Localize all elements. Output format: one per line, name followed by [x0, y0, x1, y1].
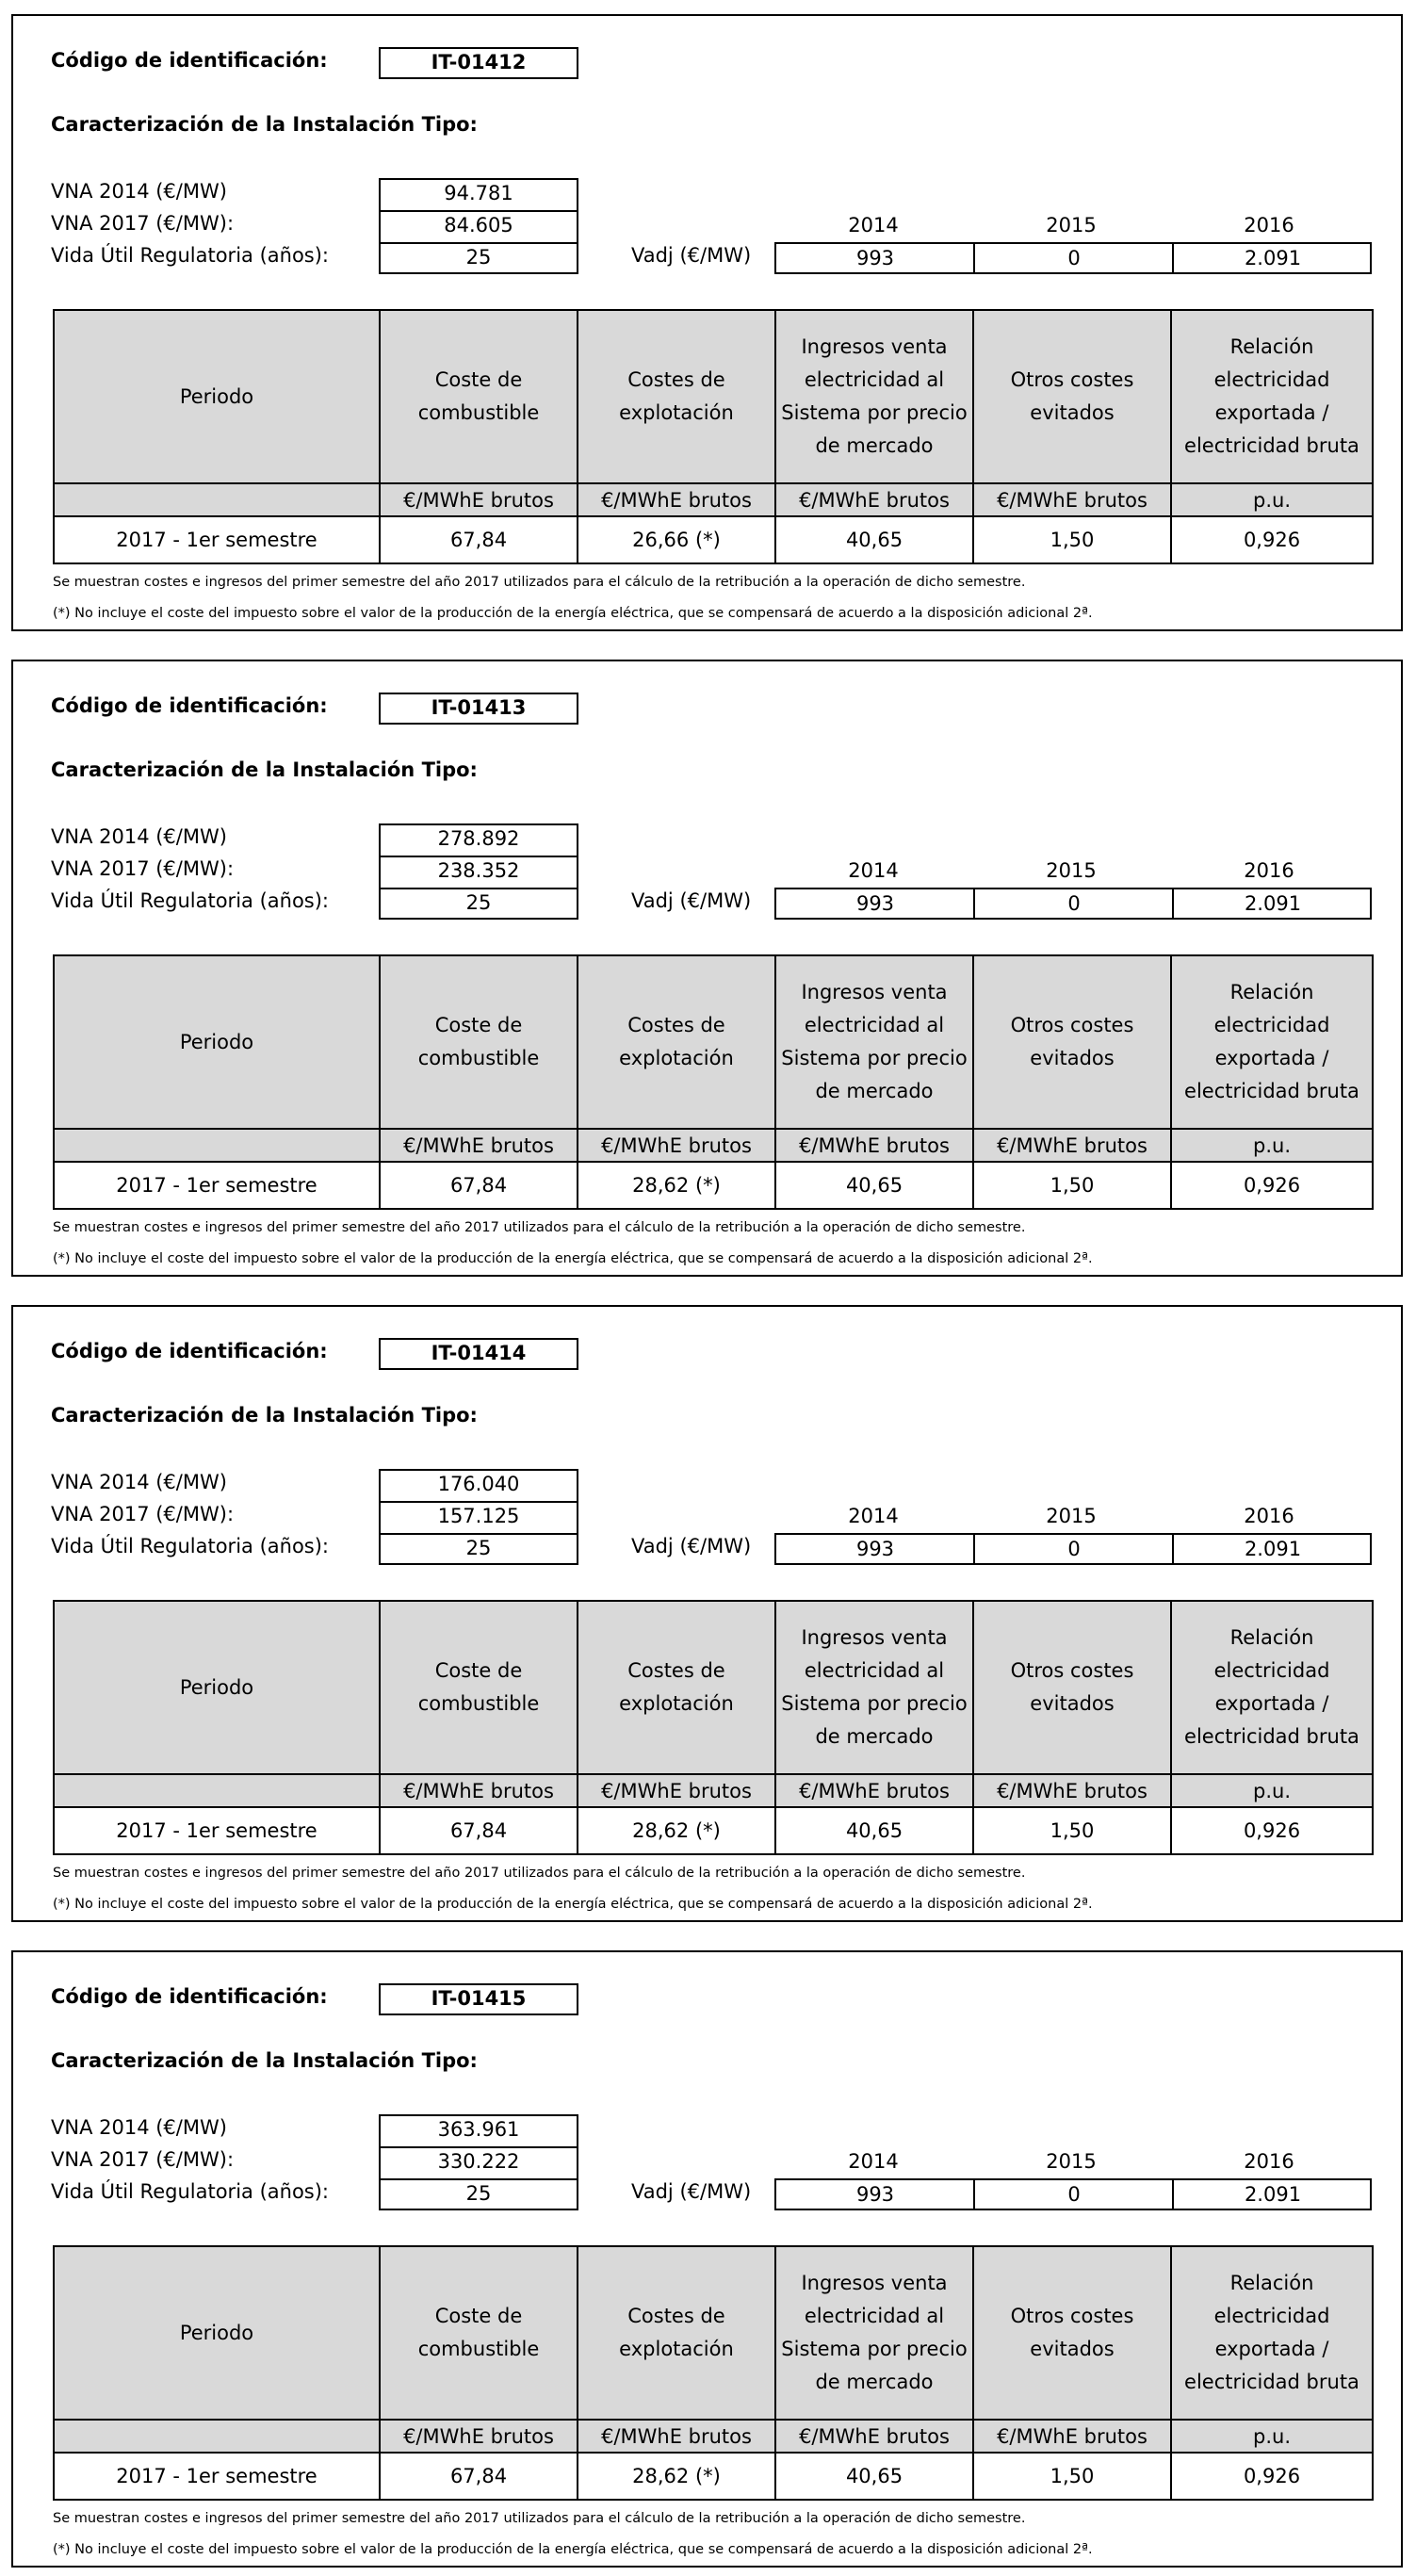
vna2017-label: VNA 2017 (€/MW): — [51, 212, 235, 235]
vna2014-value: 176.040 — [379, 1469, 578, 1501]
relacion-electricidad-value: 0,926 — [1171, 1162, 1373, 1209]
table-units-row — [54, 2420, 1373, 2453]
relacion-electricidad-value: 0,926 — [1171, 1807, 1373, 1854]
unit-cell — [54, 2420, 380, 2453]
unit-cell: p.u. — [1171, 483, 1373, 516]
vadj-row — [774, 888, 1372, 920]
vadj-2014-value: 993 — [855, 892, 895, 915]
header-periodo: Periodo — [54, 955, 380, 1129]
vadj-2014-value: 993 — [855, 247, 895, 269]
table-header-row — [54, 310, 1373, 483]
year-2016-label: 2016 — [1244, 2150, 1294, 2173]
header-periodo: Periodo — [54, 1601, 380, 1774]
vadj-2016-value: 2.091 — [1244, 247, 1302, 269]
ingresos-venta-value: 40,65 — [775, 2453, 973, 2500]
code-value: IT-01413 — [379, 693, 578, 725]
table-row — [54, 1162, 1373, 1209]
vida-util-label: Vida Útil Regulatoria (años): — [51, 244, 329, 267]
note-tax: (*) No incluye el coste del impuesto sobre el valor de la producción de la energía eléctrica, que se compensará de acuerdo a la disposición adicional 2ª. — [53, 2542, 1093, 2557]
table-units-row — [54, 483, 1373, 516]
unit-cell: p.u. — [1171, 1129, 1373, 1162]
vadj-2015-value: 0 — [1067, 2183, 1081, 2206]
code-value: IT-01412 — [379, 47, 578, 79]
header-coste-combustible: Coste de combustible — [380, 1601, 578, 1774]
vadj-row — [774, 1533, 1372, 1565]
unit-cell — [54, 483, 380, 516]
periodo-value: 2017 - 1er semestre — [54, 2453, 380, 2500]
unit-cell: €/MWhE brutos — [775, 1774, 973, 1807]
vida-util-value: 25 — [379, 888, 578, 920]
ingresos-venta-value: 40,65 — [775, 1807, 973, 1854]
unit-cell: €/MWhE brutos — [973, 1774, 1171, 1807]
year-2014-label: 2014 — [848, 2150, 899, 2173]
ingresos-venta-value: 40,65 — [775, 1162, 973, 1209]
vna2014-value: 94.781 — [379, 178, 578, 210]
header-otros-costes: Otros costes evitados — [973, 955, 1171, 1129]
unit-cell: €/MWhE brutos — [380, 2420, 578, 2453]
table-row — [54, 2453, 1373, 2500]
note-semester: Se muestran costes e ingresos del primer semestre del año 2017 utilizados para el cálculo de la retribución a la operación de dicho semestre. — [53, 1220, 1026, 1235]
code-value: IT-01415 — [379, 1983, 578, 2015]
relacion-electricidad-value: 0,926 — [1171, 2453, 1373, 2500]
unit-cell: €/MWhE brutos — [775, 2420, 973, 2453]
vna2014-label: VNA 2014 (€/MW) — [51, 180, 227, 203]
vna2017-value: 157.125 — [379, 1501, 578, 1533]
code-label: Código de identificación: — [51, 49, 328, 72]
header-periodo: Periodo — [54, 310, 380, 483]
year-2016-label: 2016 — [1244, 214, 1294, 236]
year-2015-label: 2015 — [1046, 859, 1097, 882]
year-2015-label: 2015 — [1046, 2150, 1097, 2173]
vadj-2014-value: 993 — [855, 1538, 895, 1560]
cost-table — [53, 954, 1374, 1210]
cost-table — [53, 309, 1374, 564]
year-2014-label: 2014 — [848, 214, 899, 236]
header-periodo: Periodo — [54, 2246, 380, 2420]
otros-costes-value: 1,50 — [973, 516, 1171, 563]
vadj-label: Vadj (€/MW) — [631, 1535, 752, 1557]
vna2017-value: 330.222 — [379, 2146, 578, 2178]
installation-card — [11, 14, 1403, 631]
vadj-label: Vadj (€/MW) — [631, 889, 752, 912]
unit-cell: €/MWhE brutos — [578, 483, 775, 516]
unit-cell: €/MWhE brutos — [578, 2420, 775, 2453]
vna2014-label: VNA 2014 (€/MW) — [51, 2116, 227, 2139]
vna2017-label: VNA 2017 (€/MW): — [51, 1503, 235, 1525]
year-2016-label: 2016 — [1244, 1505, 1294, 1527]
unit-cell: p.u. — [1171, 2420, 1373, 2453]
header-ingresos-venta: Ingresos venta electricidad al Sistema por precio de mercado — [775, 955, 973, 1129]
otros-costes-value: 1,50 — [973, 1162, 1171, 1209]
vadj-label: Vadj (€/MW) — [631, 2180, 752, 2203]
header-coste-combustible: Coste de combustible — [380, 310, 578, 483]
characterization-heading: Caracterización de la Instalación Tipo: — [51, 113, 478, 136]
vna2017-value: 84.605 — [379, 210, 578, 242]
coste-combustible-value: 67,84 — [380, 1807, 578, 1854]
vida-util-label: Vida Útil Regulatoria (años): — [51, 2180, 329, 2203]
coste-combustible-value: 67,84 — [380, 2453, 578, 2500]
code-label: Código de identificación: — [51, 1340, 328, 1362]
periodo-value: 2017 - 1er semestre — [54, 1807, 380, 1854]
header-otros-costes: Otros costes evitados — [973, 2246, 1171, 2420]
costes-explotacion-value: 28,62 (*) — [578, 2453, 775, 2500]
unit-cell — [54, 1774, 380, 1807]
periodo-value: 2017 - 1er semestre — [54, 516, 380, 563]
vadj-2014-value: 993 — [855, 2183, 895, 2206]
header-ingresos-venta: Ingresos venta electricidad al Sistema por precio de mercado — [775, 310, 973, 483]
coste-combustible-value: 67,84 — [380, 516, 578, 563]
vna2014-label: VNA 2014 (€/MW) — [51, 825, 227, 848]
unit-cell: €/MWhE brutos — [973, 1129, 1171, 1162]
year-2015-label: 2015 — [1046, 214, 1097, 236]
unit-cell: €/MWhE brutos — [578, 1129, 775, 1162]
header-ingresos-venta: Ingresos venta electricidad al Sistema por precio de mercado — [775, 2246, 973, 2420]
installation-card — [11, 660, 1403, 1277]
header-costes-explotacion: Costes de explotación — [578, 1601, 775, 1774]
vadj-row — [774, 2178, 1372, 2210]
costes-explotacion-value: 28,62 (*) — [578, 1162, 775, 1209]
vida-util-value: 25 — [379, 242, 578, 274]
table-row — [54, 516, 1373, 563]
ingresos-venta-value: 40,65 — [775, 516, 973, 563]
table-header-row — [54, 1601, 1373, 1774]
vna2014-value: 278.892 — [379, 823, 578, 856]
vadj-2015-value: 0 — [1067, 247, 1081, 269]
unit-cell: €/MWhE brutos — [578, 1774, 775, 1807]
vna2017-label: VNA 2017 (€/MW): — [51, 2148, 235, 2171]
header-relacion-electricidad: Relación electricidad exportada / electricidad bruta — [1171, 1601, 1373, 1774]
unit-cell: €/MWhE brutos — [973, 2420, 1171, 2453]
installation-card — [11, 1305, 1403, 1922]
characterization-heading: Caracterización de la Instalación Tipo: — [51, 1404, 478, 1427]
vadj-2016-value: 2.091 — [1244, 892, 1302, 915]
cost-table — [53, 1600, 1374, 1855]
note-semester: Se muestran costes e ingresos del primer semestre del año 2017 utilizados para el cálculo de la retribución a la operación de dicho semestre. — [53, 575, 1026, 590]
vna2014-value: 363.961 — [379, 2114, 578, 2146]
coste-combustible-value: 67,84 — [380, 1162, 578, 1209]
unit-cell: €/MWhE brutos — [775, 483, 973, 516]
otros-costes-value: 1,50 — [973, 1807, 1171, 1854]
characterization-heading: Caracterización de la Instalación Tipo: — [51, 2049, 478, 2072]
table-header-row — [54, 2246, 1373, 2420]
header-relacion-electricidad: Relación electricidad exportada / electricidad bruta — [1171, 310, 1373, 483]
vna2017-value: 238.352 — [379, 856, 578, 888]
vadj-label: Vadj (€/MW) — [631, 244, 752, 267]
note-tax: (*) No incluye el coste del impuesto sobre el valor de la producción de la energía eléctrica, que se compensará de acuerdo a la disposición adicional 2ª. — [53, 606, 1093, 621]
vadj-2016-value: 2.091 — [1244, 1538, 1302, 1560]
note-semester: Se muestran costes e ingresos del primer semestre del año 2017 utilizados para el cálculo de la retribución a la operación de dicho semestre. — [53, 2511, 1026, 2526]
table-header-row — [54, 955, 1373, 1129]
installation-card — [11, 1950, 1403, 2568]
costes-explotacion-value: 28,62 (*) — [578, 1807, 775, 1854]
characterization-heading: Caracterización de la Instalación Tipo: — [51, 758, 478, 781]
periodo-value: 2017 - 1er semestre — [54, 1162, 380, 1209]
header-ingresos-venta: Ingresos venta electricidad al Sistema por precio de mercado — [775, 1601, 973, 1774]
cost-table — [53, 2245, 1374, 2501]
year-2014-label: 2014 — [848, 1505, 899, 1527]
vadj-2016-value: 2.091 — [1244, 2183, 1302, 2206]
note-tax: (*) No incluye el coste del impuesto sobre el valor de la producción de la energía eléctrica, que se compensará de acuerdo a la disposición adicional 2ª. — [53, 1251, 1093, 1266]
code-label: Código de identificación: — [51, 694, 328, 717]
note-tax: (*) No incluye el coste del impuesto sobre el valor de la producción de la energía eléctrica, que se compensará de acuerdo a la disposición adicional 2ª. — [53, 1897, 1093, 1912]
year-2014-label: 2014 — [848, 859, 899, 882]
header-relacion-electricidad: Relación electricidad exportada / electricidad bruta — [1171, 2246, 1373, 2420]
vida-util-value: 25 — [379, 1533, 578, 1565]
costes-explotacion-value: 26,66 (*) — [578, 516, 775, 563]
year-2016-label: 2016 — [1244, 859, 1294, 882]
header-otros-costes: Otros costes evitados — [973, 310, 1171, 483]
header-relacion-electricidad: Relación electricidad exportada / electricidad bruta — [1171, 955, 1373, 1129]
table-units-row — [54, 1774, 1373, 1807]
unit-cell: €/MWhE brutos — [775, 1129, 973, 1162]
unit-cell: €/MWhE brutos — [973, 483, 1171, 516]
vadj-row — [774, 242, 1372, 274]
vida-util-value: 25 — [379, 2178, 578, 2210]
unit-cell: €/MWhE brutos — [380, 1129, 578, 1162]
unit-cell: €/MWhE brutos — [380, 1774, 578, 1807]
code-label: Código de identificación: — [51, 1985, 328, 2008]
vna2017-label: VNA 2017 (€/MW): — [51, 857, 235, 880]
vadj-2015-value: 0 — [1067, 1538, 1081, 1560]
note-semester: Se muestran costes e ingresos del primer semestre del año 2017 utilizados para el cálculo de la retribución a la operación de dicho semestre. — [53, 1866, 1026, 1881]
header-coste-combustible: Coste de combustible — [380, 955, 578, 1129]
unit-cell: €/MWhE brutos — [380, 483, 578, 516]
otros-costes-value: 1,50 — [973, 2453, 1171, 2500]
year-2015-label: 2015 — [1046, 1505, 1097, 1527]
header-costes-explotacion: Costes de explotación — [578, 2246, 775, 2420]
table-units-row — [54, 1129, 1373, 1162]
header-coste-combustible: Coste de combustible — [380, 2246, 578, 2420]
vadj-2015-value: 0 — [1067, 892, 1081, 915]
relacion-electricidad-value: 0,926 — [1171, 516, 1373, 563]
unit-cell — [54, 1129, 380, 1162]
code-value: IT-01414 — [379, 1338, 578, 1370]
header-costes-explotacion: Costes de explotación — [578, 310, 775, 483]
table-row — [54, 1807, 1373, 1854]
vida-util-label: Vida Útil Regulatoria (años): — [51, 1535, 329, 1557]
unit-cell: p.u. — [1171, 1774, 1373, 1807]
header-otros-costes: Otros costes evitados — [973, 1601, 1171, 1774]
header-costes-explotacion: Costes de explotación — [578, 955, 775, 1129]
vna2014-label: VNA 2014 (€/MW) — [51, 1471, 227, 1493]
vida-util-label: Vida Útil Regulatoria (años): — [51, 889, 329, 912]
